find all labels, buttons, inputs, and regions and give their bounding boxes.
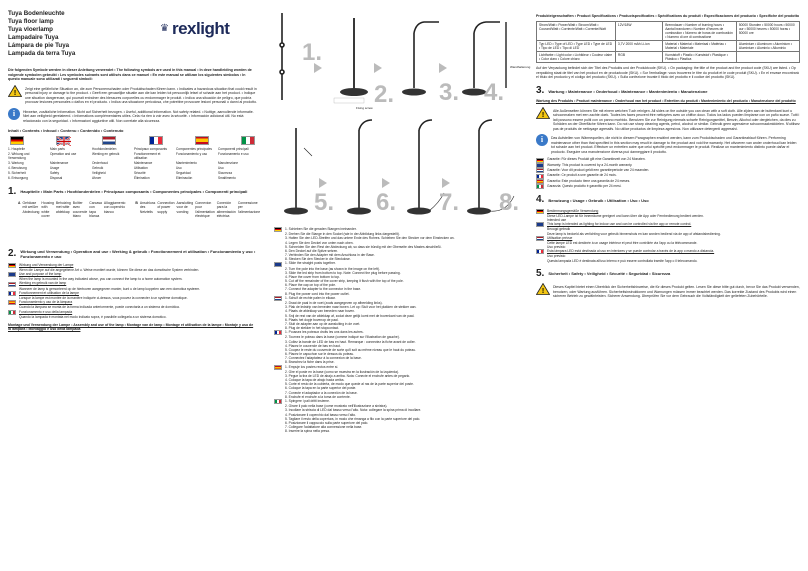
instruction-text: 7. Verbinden Sie den Adapter mit dem Anschluss in der Base. (285, 253, 375, 258)
flag-icon (8, 282, 16, 287)
list-text: When the lamp is mounted in the way indicated above, you can connect the lamp to a home automation system. (19, 277, 183, 282)
instruction-text: 2. Draai de paal in de voet (zoals aangegeven op afbeelding links). (285, 301, 383, 306)
maintenance-note: Das Aufstellen von Wärmequellen, die nicht in diesem Paragraphen erwähnt werden, kann zum Produktschaden und Garantieablauf führen. Performing maintenance other than that specified in this section may result in damage to the product and void the warranty. Het uitvoeren van ander onderhoud kan leiden tot schade aan het product. Effectuer un entretien autre que celui spécifié peut endommager le produit. Realizar un mantenimiento distinto puede dañar el producto. Eseguire una manutenzione diversa può danneggiare il prodotto. (551, 136, 797, 154)
assembly-steps (274, 8, 531, 223)
toc-cell: Funcionamiento y uso (176, 152, 208, 157)
safety-row (536, 283, 800, 299)
maintenance-note-row (536, 134, 800, 154)
brand-logo (160, 18, 229, 39)
toc-cell: 4. Benutzung (8, 165, 27, 170)
spec-value: 12V/18W (615, 22, 662, 41)
column-left (0, 0, 265, 571)
part-b-label: Connessione per l'alimentazione (237, 201, 261, 214)
flag-icon (8, 300, 16, 305)
toc-cell: Maintenance (134, 161, 153, 165)
part-b-label: Connexion pour l'alimentation électrique (195, 201, 215, 219)
toc-cell: Eliminación (176, 175, 193, 180)
toc-cell: Principaux composants (134, 147, 167, 152)
toc-cell: 1. Haupteile (8, 147, 26, 152)
operation-list (8, 263, 257, 319)
spec-label: Lichtfarbe • Light color • Lichtkleur • Couleur claire • Color claro • Colore chiaro (537, 52, 616, 63)
toc-cell: Afvoer (92, 175, 102, 180)
maintenance-text: Alle Außenseiten können Sie mit einem weichen Tuch reinigen. All sides on the outside you can clean with a soft cloth. Alle zijden aan de buitenkant kunt u schoonmaken met een zachte doek. Toutes les faces peuvent être nettoyées avec un chiffon doux. Todos los lados pueden limpiarse con un paño suave. Tutti i lati possono essere puliti con un panno morbido. Benutzen Sie zur Reinigung niemals scharfe Reinigungsmittel, Benzin, Alkohol oder dergleichen, da dies zu Schäden an der Oberfläche führen kann. Do not use sharp cleaning agents, petrol, alcohol or similar. Gebruik geen agressieve schoonmaakmiddelen. N'utilisez pas de produits de nettoyage agressifs. No utilice productos de limpieza agresivos. Non utilizzare detergenti aggressivi. (553, 108, 800, 131)
instruction-text: 2. Girare il palo nella base (come mostrato nell'illustrazione a sinistra). (285, 404, 388, 409)
flag-icon (8, 272, 16, 277)
flag-fr (149, 136, 163, 145)
list-heading: Wirkung und Verwendung der Lampe (19, 262, 74, 267)
brand-name: rexlight (171, 19, 230, 38)
flag-icon (536, 158, 544, 163)
toc-heading: Inhalt • Contents • Inhoud • Contenu • Contenido • Contenuto (8, 128, 124, 134)
column-middle (270, 0, 531, 571)
assembly-instructions (274, 227, 521, 433)
title-es: Lámpara de pie Tuya (8, 42, 70, 49)
instruction-text: 1. Poussez les poteaux droits les uns dans les autres. (285, 330, 364, 335)
toc-cell: 6. Entsorgung (8, 175, 28, 180)
toc-cell: Mantenimiento (176, 161, 197, 165)
instruction-text: 6. Placez le capuchon sur le dessus du poteau. (285, 352, 355, 357)
instruction-text: 5. Corte el resto de la cubierta, de modo que quede al ras de la parte superior del poste. (285, 382, 414, 387)
usage-text: Intended use (547, 218, 567, 223)
list-text: Lorsque la lampe est montée de la manière indiquée ci-dessus, vous pouvez la connecter à un système domotique. (19, 296, 188, 301)
part-a-label: Boîtier avec couvercle blanc (72, 201, 88, 219)
toc-cell: Uso (218, 165, 224, 170)
instruction-text: 5. Coupez le reste du couvercle de sorte qu'il soit au même niveau que le haut du poteau. (285, 347, 416, 352)
list-item (536, 184, 800, 189)
warranty-text: Garantie: Ce produit a une garantie de 24 mois. (547, 173, 617, 178)
spec-value: 50000 Stunden • 50000 hours • 50000 uur • 50000 heures • 50000 horas • 50000 ore (736, 22, 799, 41)
toc-cell: Utilisation (134, 165, 148, 170)
instruction-text: 7. Conecte el adaptador a la conexión de la base. (285, 390, 358, 395)
step-6-label: 6. (376, 189, 397, 216)
svg-text:!: ! (541, 111, 545, 119)
instruction-text: 3. Plak de ledstrip van beneden naar boven. Let op: Sluit voor het plakken de stekker aan. (285, 305, 417, 310)
warranty-text: Garantie: Voor dit product geldt een garantieperiode van 24 maanden. (547, 168, 650, 172)
step-4-label: 4. (484, 79, 505, 106)
toc-cell: Smaltimento (218, 175, 236, 180)
safety-text: Dieses Kapitel bietet einen Überblick der Sicherheitshinweise, die für dieses Produkt gelten. Lesen Sie diese bitte gut durch, bevor Sie das Produkt verwenden, benutzen, oder Wartung ausführen. Sicherheitsinstruktionen und Warnungen müssen immer beachtet werden. Das korrekte Zustand des Produkts wird einen sicheren Betrieb zu gewährleisten. Sicherer Anwendung. Überprüfen Sie vor dem Gebrauch die Vollständigkeit der geliefeten Zubehörteile. (553, 285, 800, 299)
title-it: Lampada da terra Tuya (8, 50, 76, 57)
usage-text: Uso previsto (547, 254, 566, 259)
toc-cell: Uso (176, 165, 182, 170)
toc-cell: Sicurezza (218, 170, 232, 175)
toc-cell: Main parts (50, 147, 65, 152)
usage-list (536, 209, 800, 263)
spec-label: Strom/Watt • Power/Watt • Stroom/Watt • Courant/Watt • Corriente/Watt • Corrente/Watt (537, 22, 616, 41)
specs-heading: Produkteigenschaften • Product Specifications • Productspecificaties • Spécifications du produit • Especificaciones del producto • Specifiche del prodotto (536, 14, 800, 18)
step-1-label: 1. (302, 39, 323, 66)
step-note-wall: Wandhalterung (510, 65, 531, 69)
part-b-label: Aansluiting voor de voeding (176, 201, 194, 214)
flag-icon (536, 163, 544, 168)
step-8-label: 8. (499, 189, 520, 216)
part-b: B Anschluss des Netzteils Connection of power supply Aansluiting voor de voeding Connexion pour l'alimentation électrique Conexión para la alimentación eléctrica Connessione per l'alimentazione (135, 201, 261, 219)
list-heading: Use and purpose of the lamp (19, 272, 62, 277)
spec-value: RGB (615, 52, 662, 63)
instruction-text: 2. Tournez le poteau dans la base (comme indiqué sur l'illustration de gauche). (285, 335, 400, 340)
step-2-label: 2. (374, 81, 395, 108)
instruction-text: 4. Placez le couvercle de bas en haut. (285, 343, 341, 348)
spec-value: 3,7V 2000 mAh Li-ion (615, 41, 662, 52)
maintenance-sub: Wartung des Produkts • Product maintenance • Onderhoud van het product • Entretien du produit • Mantenimiento del producto • Manutenzione del prodotto (536, 99, 796, 104)
assembly-heading: Montage und Verwendung der Lampe • Assembly and use of the lamp • Montage van de lamp • Montage et utilisation de la lampe • Montaje y uso de la lámpara • Montaggio e uso della lampada (8, 322, 254, 332)
usage-text: Esta lámpara LED está destinada al uso en interiores y se puede controlar a través de la app o mando a distancia. (547, 249, 715, 254)
instruction-text: 8. Stecken Sie den Stecker in die Steckdose. (285, 257, 351, 262)
instruction-text: 8. Plug the power cord into the power outlet. (285, 291, 350, 296)
instruction-text: 6. Posizionare il cappuccio sulla parte superiore del palo. (285, 420, 369, 425)
warning-row (8, 85, 257, 105)
spacer (536, 259, 544, 263)
instruction-text: 3. Incollare la striscia di LED dal basso verso l'alto. Nota: collegare la spina prima di incollare. (285, 408, 422, 413)
spec-label: Brenndauer • Number of burning hours • Aantal branduren • Nombre d'heures de combustion • Número de horas de combustión • Numero di ore di combustione (663, 22, 737, 41)
title-en: Tuya floor lamp (8, 18, 54, 25)
instruction-text: 5. Cut off the remainder of the cover strip, keeping it flush with the top of the pole. (285, 279, 404, 284)
instruction-text: 8. Branchez la fiche dans la prise. (285, 360, 335, 365)
toc-cell: 5. Sicherheit (8, 170, 26, 175)
flag-icon (8, 263, 16, 268)
toc-cell: Gebruik (92, 165, 104, 170)
maintenance-heading: 3. Wartung • Maintenance • Onderhoud • Maintenance • Mantenimiento • Manutenzione (536, 84, 708, 96)
flag-icon (536, 174, 544, 179)
warning-icon (8, 85, 22, 97)
warning-icon (536, 283, 550, 295)
toc-cell: Manutenzione (218, 161, 239, 165)
instruction-text: 3. Halten Sie den LED-Streifen und das untere Ende des Rohres. Schieben Sie den Stecker vor dem Einstecken an. (285, 236, 455, 241)
list-heading: Werking en gebruik van de lamp (19, 281, 67, 286)
instruction-text: 6. Place the cap on top of the pole. (285, 283, 336, 288)
part-a-label: Gehäuse mit weißer Abdeckung (22, 201, 40, 214)
instruction-text: 3. Slide the led strip from bottom to top. Note: Connect the plug before passing. (285, 270, 401, 275)
toc-grid (8, 148, 257, 180)
toc-cell: Componentes principales (176, 147, 212, 152)
info-icon: i (8, 108, 20, 120)
instruction-text: 1. Schieben Sie die geraden Stangen ineinander. (285, 227, 357, 231)
list-heading: Funzionamento e uso della lampada (19, 309, 73, 314)
instruction-text: 7. Connect the adapter to the connector in the base. (285, 287, 362, 292)
flag-icon (8, 291, 16, 296)
toc-cell: Safety (50, 170, 60, 175)
spec-label: Kunststoff • Plastic • Kunststof • Plastique • Plástico • Plastica (663, 52, 737, 63)
maintenance-title: Wartung • Maintenance • Onderhoud • Maintenance • Mantenimiento • Manutenzione (548, 88, 708, 94)
instruction-text: 8. Plug de stekker in het stopcontact. (285, 326, 340, 331)
spacer (274, 429, 282, 433)
toc-cell: Usage (50, 165, 60, 170)
toc-cell: Werking en gebruik (92, 152, 120, 157)
operation-heading: 2. Wirkung und Verwendung • Operation and use • Werking & gebruik • Fonctionnement et utilisation • Funcionamiento y uso • Funzionamento e uso (8, 248, 256, 260)
step-5-label: 5. (314, 189, 335, 216)
main-parts-title: Hauptteile • Main Parts • Hoofdonderdelen • Principaux composants • Componentes principales • Componenti principali (20, 189, 248, 195)
instruction-text: 5. Tagliare il resto della copertura, in modo che rimanga a filo con la parte superiore del palo. (285, 416, 421, 421)
instruction-text: 7. Sluit de adapter aan op de aansluiting in de voet. (285, 321, 361, 326)
instruction-text: 1. Empuje los postes rectos entre sí. (285, 364, 339, 369)
usage-text: Cette lampe LED est destinée à un usage intérieur et peut être contrôlée via l'app ou la télécommande. (547, 240, 698, 245)
warning-icon (536, 107, 550, 119)
step-note-screw: Fixing screw (356, 106, 373, 110)
toc-cell: Hoofdonderdelen (92, 147, 117, 152)
warning-text: Zeigt eine gefährliche Situation an, die zum Personenschaden oder Produktschaden führen kann. • Indicates a hazardous situation that could result in personal injury or damage to the product. • Geeft een gevaarlijke situatie aan die kan leiden tot persoonlijk letsel of schade aan het product. • Indique une situation dangereuse, qui pourrait entraîner des blessures corporelles ou endommager le produit. • Indica una situación de peligro, que podría provocar lesiones personales o daños en el producto. • Indica una situazione pericolosa, che potrebbe provocare lesioni personali o danni al prodotto. (25, 86, 257, 105)
usage-text: Utilisation prévue (547, 235, 573, 240)
toc-cell: Componenti principali (218, 147, 249, 152)
part-b-label: Anschluss des Netzteils (139, 201, 156, 214)
flag-it (241, 136, 255, 145)
toc-cell: Élimination (134, 175, 150, 180)
usage-text: Bestimmungsgemäße Verwendung (547, 208, 599, 213)
table-row (537, 22, 800, 41)
specs-table (536, 21, 800, 63)
instruction-text: 5. Schneiden Sie den Rest der Abdeckung ab, so dass sie bündig mit der Oberseite des Mastes abschließt. (285, 244, 442, 249)
instruction-text: 1. Spingere i pali dritti insieme. (285, 398, 330, 403)
flag-icon (536, 168, 544, 173)
list-heading: Funcionamiento y uso de la lámpara (19, 300, 73, 305)
flag-icon (536, 184, 544, 189)
flag-de (10, 136, 24, 145)
list-item (8, 315, 257, 319)
instruction-text: 4. Legen Sie den Deckel von unten nach oben. (285, 240, 354, 245)
spec-value (736, 52, 799, 63)
warranty-text: Garantía: Este producto tiene una garantía de 24 meses. (547, 178, 631, 183)
title-fr: Lampadaire Tuya (8, 34, 59, 41)
info-icon: i (536, 134, 548, 146)
toc-cell: 2. Wirkung und Verwendung (8, 152, 30, 161)
safety-title: Sicherheit • Safety • Veiligheid • Sécurité • Seguridad • Sicurezza (548, 271, 671, 277)
instruction-text: 4. Posizionare il coperchio dal basso verso l'alto. (285, 412, 357, 417)
instruction-text: 6. Plaats het dopje bovenop de paal. (285, 317, 339, 322)
instruction-text: 7. Connectez l'adaptateur à la connexion de la base. (285, 356, 362, 361)
toc-cell: Funzionamento e uso (218, 152, 249, 157)
instruction-text: 2. Drehen Sie die Stange in den Sockel (wie in der Abbildung links dargestellt). (285, 232, 400, 237)
list-text: Wanneer de lamp is gemonteerd op de hierboven aangegeven manier, kunt u de lamp koppelen aan een domotica systeem. (19, 286, 201, 291)
usage-text: Deze lamp is bedoeld als verlichting voor gebruik binnenshuis en kan worden bediend via de app of afstandsbediening. (547, 231, 721, 236)
spec-label: Material • Material • Materiaal • Matériau • Material • Materiale (663, 41, 737, 52)
column-right (532, 0, 804, 571)
operation-title: Wirkung und Verwendung • Operation and use • Werking & gebruik • Fonctionnement et utilisation • Funcionamiento y uso • Funzionamento e uso (20, 249, 256, 260)
list-item (274, 429, 521, 433)
part-a-label: Carcasa con tapa blanca (89, 201, 102, 219)
instruction-text: 1. Slide the straight posts together. (285, 261, 336, 266)
usage-heading: 4. Benutzung • Usage • Gebruik • Utilisation • Uso • Uso (536, 194, 649, 206)
instruction-text: 5. Snij de rest van de afdekkap af, zodat deze gelijk komt met de bovenkant van de paal. (285, 313, 415, 318)
main-parts (8, 201, 261, 243)
main-parts-heading: 1. Hauptteile • Main Parts • Hoofdonderdelen • Principaux composants • Componentes principales • Componenti principali (8, 185, 248, 197)
info-text: Hinweise, zusätzliche Information. Nicht auf Sicherheit bezogen. • Useful, additional information. Not safety related. • Nuttige, aanvullende informatie. Niet aan veiligheid gerelateerd. • Informations complémentaires utiles. Cela n'a rien à voir avec la sécurité. • Información adicional útil. No está relacionado con la seguridad. • Informazioni aggiuntive utili. Non correlate alla sicurezza. (23, 109, 254, 123)
toc-cell: Fonctionnement et utilisation (134, 152, 161, 161)
instruction-text: 8. Enchufe el enchufe a la toma de corriente. (285, 394, 351, 399)
toc-cell: 3. Wartung (8, 161, 24, 165)
list-heading: Fonctionnement et utilisation de la lampe (19, 290, 79, 295)
specs-note: Auf der Verpackung befindet sich der Titel des Produkts und der Produktcode (SKU). • On packaging: the title of the product and the product code (SKU) are listed. • Op verpakking staat de titel van het product en de productcode (SKU). • Sur l'emballage: vous trouverez le titre du produit et le code produit (SKU). • En el envase encontrará el título del producto y el código del producto (SKU). • Sulla confezione trovate il titolo del prodotto e il codice del prodotto (SKU). (536, 66, 799, 80)
toc-cell: Seguridad (176, 170, 191, 175)
toc-cell: Veiligheid (92, 170, 106, 175)
toc-cell: Sécurité (134, 170, 146, 175)
part-b-label: Conexión para la alimentación eléctrica (216, 201, 236, 219)
info-row (8, 108, 257, 124)
instruction-text: 6. Den Deckel auf die Spitze setzen. (285, 248, 339, 253)
svg-text:!: ! (13, 89, 17, 97)
spec-label: Typ LED • Type of LED • Type LED • Type de LED • Tipo de LED • Tipo di LED (537, 41, 616, 52)
part-a: A Gehäuse mit weißer Abdeckung Housing with white cover Behuizing met witte afdekkap Boîtier avec couvercle blanc Carcasa con tapa blanca Alloggiamento con coperchio bianco (18, 201, 126, 219)
flag-icon (8, 310, 16, 315)
instruction-text: 3. Collez la bande de LED de bas en haut. Remarque : connectez la fiche avant de coller. (285, 339, 416, 344)
list-text: Quando la lampada è montata nel modo indicato sopra, è possibile collegarla a un sistema domotico. (19, 314, 167, 319)
flag-uk (56, 136, 70, 145)
flag-nl (102, 136, 116, 145)
warranty-list (536, 157, 800, 189)
toc-cell: Onderhoud (92, 161, 108, 165)
toc-cell: Maintenance (50, 161, 69, 165)
usage-text: Beoogd gebruik (547, 227, 571, 232)
title-de: Tuya Bodenleuchte (8, 10, 65, 17)
toc-cell: Disposal (50, 175, 63, 180)
title-nl: Tuya vloerlamp (8, 26, 53, 33)
spec-value: Aluminium • Aluminum • Aluminium • Aluminium • Aluminio • Alluminio (736, 41, 799, 52)
instruction-text: 7. Collegare l'adattatore alla connessione nella base. (285, 425, 363, 430)
usage-text: Uso previsto (547, 245, 566, 250)
usage-title: Benutzung • Usage • Gebruik • Utilisation • Uso • Uso (548, 197, 649, 203)
flag-icon (536, 179, 544, 184)
step-3-label: 3. (439, 79, 460, 106)
instruction-text: 1. Schuif de rechte palen in elkaar. (285, 295, 336, 300)
part-b-label: Connection of power supply (157, 201, 175, 214)
instruction-text: 2. Gire el poste en la base (como se muestra en la ilustración de la izquierda). (285, 369, 399, 374)
warranty-text: Garanzia: Questo prodotto è garantito per 24 mesi. (547, 183, 622, 188)
safety-heading: 5. Sicherheit • Safety • Veiligheid • Sécurité • Seguridad • Sicurezza (536, 267, 671, 279)
instruction-text: 4. Coloque la tapa de abajo hacia arriba. (285, 378, 345, 383)
usage-text: Questa lampada LED è destinata all'uso interno e può essere controllata tramite l'app o il telecomando. (547, 258, 698, 263)
instruction-text: 2. Turn the pole into the base (as shown in the image on the left). (285, 266, 380, 271)
usage-text: Diese LED-Lampe ist für Innenräume geeignet und kann über die App oder Fernbedienung bedient werden. (547, 213, 704, 218)
instruction-text: 3. Pegue la tira de LED de abajo a arriba. Nota: Conecte el enchufe antes de pegarlo. (285, 374, 411, 379)
instruction-text: 6. Coloque la tapa en la parte superior del poste. (285, 386, 357, 391)
list-text: Cuando la lámpara se monta de la forma indicada anteriormente, puede conectarla a un sistema de domótica. (19, 305, 180, 310)
symbols-intro: Die folgenden Symbole werden in dieser Anleitung verwendet • The following symbols are used in this manual • In deze handleiding worden de volgende symbolen gebruikt • Les symboles suivants sont utilisés dans ce manuel • En este manual se utilizan los siguientes símbolos • In questo manuale sono utilizzati i seguenti simboli: (8, 68, 252, 82)
list-text: Wenn die Lampe auf die angegebene Art u. Weise montiert wurde, können Sie diese an das domotische System verbinden. (19, 267, 200, 272)
warranty-text: Garantie: Für dieses Produkt gilt eine Garantiezeit von 24 Monaten. (547, 157, 646, 162)
table-row (537, 52, 800, 63)
usage-text: This lamp is intended as lighting for indoor use and can be controlled via the app or remote control. (547, 222, 692, 227)
toc-cell: Operation and use (50, 152, 77, 157)
flag-es (195, 136, 209, 145)
instruction-text: 8. Inserire la spina nella presa. (285, 429, 330, 434)
part-a-label: Behuizing met witte afdekkap (55, 201, 71, 214)
table-row (537, 41, 800, 52)
instruction-text: 4. Plaats de afdekkap van beneden naar boven. (285, 309, 356, 314)
crown-icon: ♛ (160, 22, 169, 34)
svg-text:!: ! (541, 288, 545, 296)
list-item (536, 259, 800, 263)
flag-row (8, 136, 257, 145)
step-7-label: 7. (439, 189, 460, 216)
maintenance-row (536, 107, 800, 132)
part-a-label: Alloggiamento con coperchio bianco (103, 201, 126, 214)
part-a-label: Housing with white cover (41, 201, 54, 219)
warranty-text: Warranty: This product is covered by a 24-month warranty. (547, 162, 633, 167)
instruction-text: 4. Place the cover from bottom to top. (285, 275, 340, 279)
